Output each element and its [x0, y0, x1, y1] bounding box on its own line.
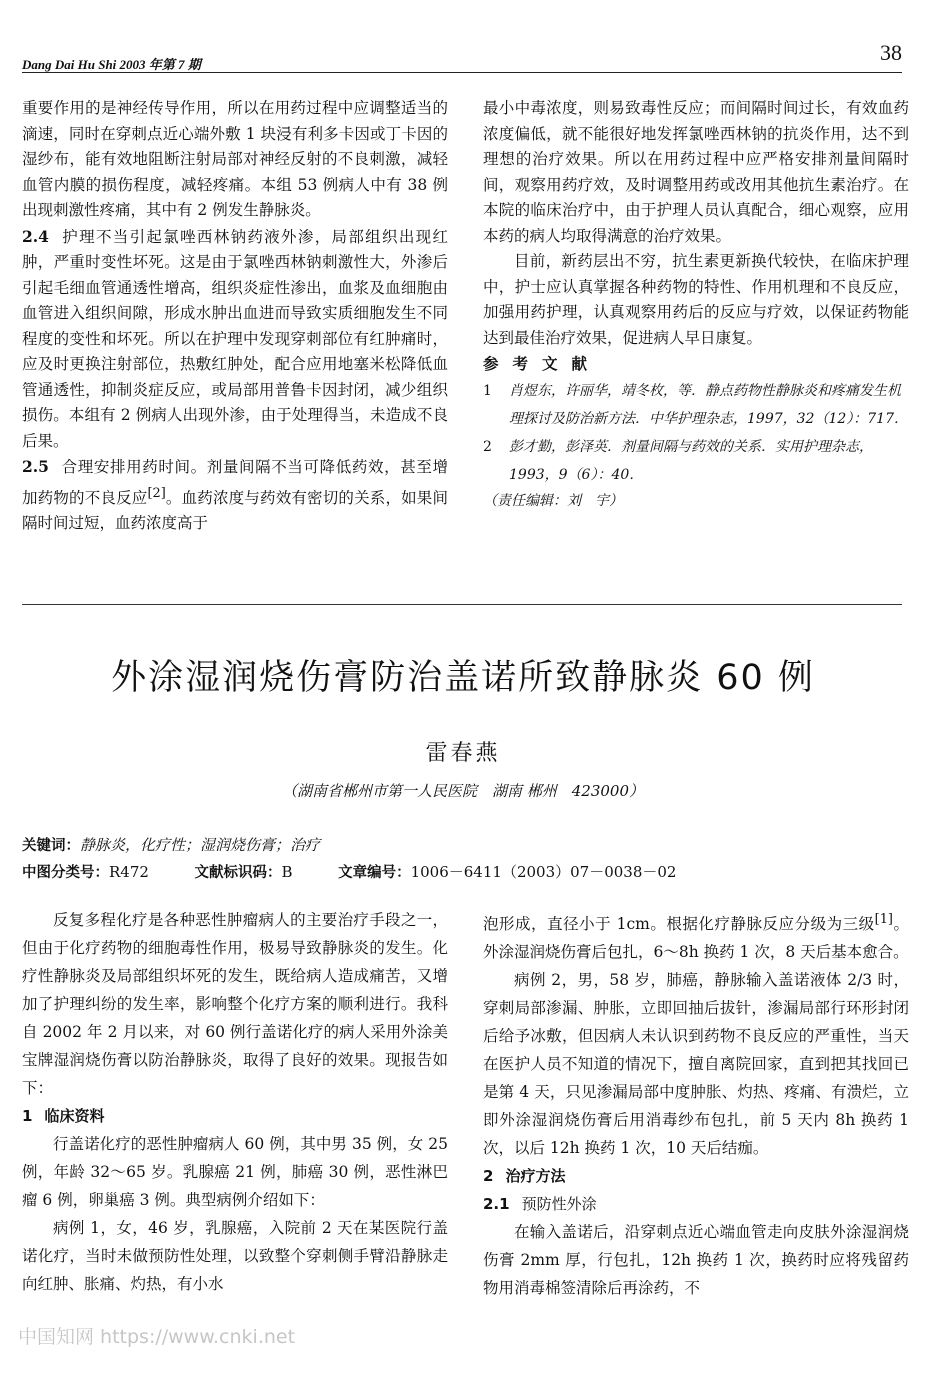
page-header — [22, 40, 902, 73]
section-title: 预防性外涂 — [521, 1195, 597, 1214]
paragraph: 重要作用的是神经传导作用，所以在用药过程中应调整适当的滴速，同时在穿刺点近心端外敷 1 块浸有利多卡因或丁卡因的湿纱布，能有效地阻断注射局部对神经反射的不良刺激，减轻血管内膜的损伤程度，减轻疼痛。本组 53 例病人中有 38 例出现刺激性疼痛，其中有 2 例发生静脉炎。 — [22, 99, 448, 219]
section-2-5 — [22, 454, 448, 537]
classification-line — [22, 859, 902, 886]
bottom-left-column — [22, 906, 448, 1298]
top-left-column — [22, 96, 448, 537]
bottom-right-column — [483, 906, 909, 1302]
article-number-label: 文章编号： — [338, 865, 411, 881]
paragraph: 最小中毒浓度，则易致毒性反应；而间隔时间过长，有效血药浓度偏低，就不能很好地发挥氯唑西林钠的抗炎作用，达不到理想的治疗效果。所以在用药过程中应严格安排剂量间隔时间，观察用药疗效，及时调整用药或改用其他抗生素治疗。在本院的临床治疗中，由于护理人员认真配合，细心观察，应用本药的病人均取得满意的治疗效果。 — [483, 99, 909, 245]
section-text: 合理安排用药时间。剂量间隔不当可降低药效，甚至增加药物的不良反应 — [22, 458, 448, 507]
article-title: 外涂湿润烧伤膏防治盖诺所致静脉炎 60 例 — [111, 658, 815, 698]
section-number: 2.5 — [22, 457, 49, 476]
section-2-4 — [22, 224, 448, 455]
section-text: 护理不当引起氯唑西林钠药液外渗，局部组织出现红肿，严重时变性坏死。这是由于氯唑西林钠刺激性大，外渗后引起毛细血管通透性增高，组织炎症性渗出，血浆及血细胞由血管进入组织间隙，形成水肿出血进而导致实质细胞发生不同程度的变性和坏死。所以在护理中发现穿刺部位有红肿痛时，应及时更换注射部位，热敷红肿处，配合应用地塞米松降低血管通透性，抑制炎症反应，或局部用普鲁卡因封闭，减少组织损伤。本组有 2 例病人出现外渗，由于处理得当，未造成不良后果。 — [22, 227, 448, 450]
section-2-heading — [483, 1162, 909, 1190]
paragraph: 行盖诺化疗的恶性肿瘤病人 60 例，其中男 35 例，女 25 例，年龄 32～65 岁。乳腺癌 21 例，肺癌 30 例，恶性淋巴瘤 6 例，卵巢癌 3 例。典型病例介绍如下： — [22, 1135, 448, 1209]
journal-name: Dang Dai Hu Shi 2003 年第 7 期 — [22, 57, 201, 72]
section-number: 1 — [22, 1107, 33, 1125]
reference-item — [483, 433, 909, 489]
reference-number: 1 — [483, 382, 492, 399]
paragraph — [483, 906, 909, 966]
section-1-heading — [22, 1102, 448, 1130]
intro-paragraph: 反复多程化疗是各种恶性肿瘤病人的主要治疗手段之一，但由于化疗药物的细胞毒性作用，极易导致静脉炎的发生。化疗性静脉炎及局部组织坏死的发生，既给病人造成痛苦，又增加了护理纠纷的发生率，影响整个化疗方案的顺利进行。我科自 2002 年 2 月以来，对 60 例行盖诺化疗的病人采用外涂美宝牌湿润烧伤膏以防治静脉炎，取得了良好的效果。现报告如下： — [22, 911, 448, 1097]
page-number: 38 — [880, 40, 902, 65]
citation: [1] — [874, 912, 893, 927]
article-author: 雷春燕 — [425, 741, 501, 766]
paragraph: 在输入盖诺后，沿穿刺点近心端血管走向皮肤外涂湿润烧伤膏 2mm 厚，行包扎，12h 换药 1 次，换药时应将残留药物用消毒棉签清除后再涂药，不 — [483, 1223, 909, 1298]
section-text: 。血药浓度与药效有密切的关系，如果间隔时间过短，血药浓度高于 — [22, 488, 448, 533]
reference-text: 彭才勤，彭泽英．剂量间隔与药效的关系．实用护理杂志，1993，9（6）：40． — [509, 438, 873, 483]
top-right-column — [483, 96, 909, 513]
section-2-1-heading — [483, 1190, 909, 1218]
watermark: 中国知网 https://www.cnki.net — [18, 1326, 296, 1348]
keywords-line — [22, 832, 902, 859]
section-number: 2.1 — [483, 1195, 510, 1214]
clc-label: 中图分类号： — [22, 865, 109, 881]
reference-number: 2 — [483, 438, 492, 455]
article-number-value: 1006－6411（2003）07－0038－02 — [410, 863, 677, 881]
author-affiliation: （湖南省郴州市第一人民医院 湖南 郴州 423000） — [281, 782, 645, 800]
paragraph-text: 。外涂湿润烧伤膏后包扎，6～8h 换药 1 次，8 天后基本愈合。 — [483, 915, 909, 962]
keywords-label: 关键词： — [22, 838, 80, 854]
section-number: 2 — [483, 1167, 494, 1186]
section-divider — [22, 604, 902, 605]
doc-code-value: B — [281, 863, 293, 881]
keywords-value: 静脉炎，化疗性；湿润烧伤膏；治疗 — [80, 836, 321, 854]
case-paragraph: 病例 1，女，46 岁，乳腺癌，入院前 2 天在某医院行盖诺化疗，当时未做预防性处理，以致整个穿刺侧手臂沿静脉走向红肿、胀痛、灼热，有小水 — [22, 1219, 448, 1293]
clc-value: R472 — [109, 863, 149, 881]
case-paragraph: 病例 2，男，58 岁，肺癌，静脉输入盖诺液体 2/3 时，穿刺局部渗漏、肿胀，立即回抽后拔针，渗漏局部行环形封闭后给予冰敷，但因病人未认识到药物不良反应的严重性，当天在医护人员不知道的情况下，擅自离院回家，直到把其找回已是第 4 天，只见渗漏局部中度肿胀、灼热、疼痛、有溃烂，立即外涂湿润烧伤膏后用消毒纱布包扎，前 5 天内 8h 换药 1 次，以后 12h 换药 1 次，10 天后结痂。 — [483, 971, 909, 1158]
doc-code-label: 文献标识码： — [194, 865, 282, 881]
paragraph-text: 泡形成，直径小于 1cm。根据化疗静脉反应分级为三级 — [483, 915, 875, 934]
reference-text: 肖煜东，许丽华，靖冬枚，等．静点药物性静脉炎和疼痛发生机理探讨及防治新方法．中华护理杂志，1997，32（12）：717． — [509, 382, 908, 427]
paragraph: 目前，新药层出不穷，抗生素更新换代较快，在临床护理中，护士应认真掌握各种药物的特性、作用机理和不良反应，加强用药护理，认真观察用药后的反应与疗效，以保证药物能达到最佳治疗效果，促进病人早日康复。 — [483, 252, 909, 347]
section-number: 2.4 — [22, 226, 49, 246]
reference-item — [483, 377, 909, 433]
citation: [2] — [147, 485, 166, 501]
responsible-editor: （责任编辑：刘 宇） — [483, 492, 623, 509]
article-metadata — [22, 832, 902, 886]
section-title: 临床资料 — [44, 1107, 105, 1125]
references-title: 参考文献 — [483, 354, 602, 373]
section-title: 治疗方法 — [505, 1167, 566, 1186]
